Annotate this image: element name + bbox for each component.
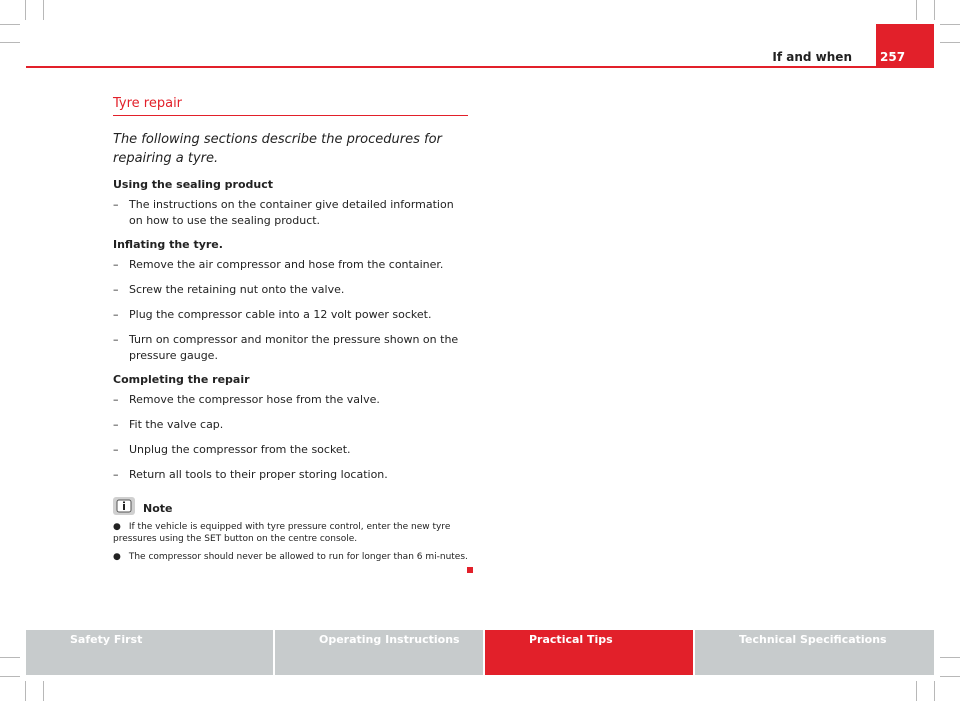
crop-mark (0, 42, 20, 43)
dash-marker: – (113, 283, 119, 296)
dash-marker: – (113, 418, 119, 431)
step-item (113, 417, 468, 433)
crop-mark (940, 657, 960, 658)
crop-mark (0, 24, 20, 25)
section-completing (113, 373, 468, 483)
page-number-tab (876, 24, 934, 68)
crop-mark (934, 0, 935, 20)
tab-technical-specifications[interactable] (693, 630, 934, 675)
step-item (113, 332, 468, 364)
step-item (113, 307, 468, 323)
step-text: Remove the air compressor and hose from the container. (129, 258, 444, 271)
note-label: Note (143, 502, 173, 515)
dash-marker: – (113, 443, 119, 456)
step-item (113, 467, 468, 483)
tab-operating-instructions[interactable] (273, 630, 483, 675)
header-rule (26, 66, 934, 68)
step-item (113, 257, 468, 273)
crop-mark (25, 681, 26, 701)
dash-marker: – (113, 393, 119, 406)
step-text: The instructions on the container give detailed information on how to use the sealing product. (129, 198, 454, 227)
note-item (113, 551, 468, 563)
crop-mark (916, 681, 917, 701)
step-text: Plug the compressor cable into a 12 volt power socket. (129, 308, 432, 321)
bullet-marker: ● (113, 522, 121, 532)
article-intro: The following sections describe the procedures for repairing a tyre. (113, 132, 442, 166)
page-number: 257 (880, 50, 906, 64)
step-text: Screw the retaining nut onto the valve. (129, 283, 345, 296)
crop-mark (43, 681, 44, 701)
step-item (113, 442, 468, 458)
step-item (113, 282, 468, 298)
note-item (113, 521, 468, 545)
step-text: Return all tools to their proper storing location. (129, 468, 388, 481)
section-title-inflating: Inflating the tyre. (113, 238, 223, 251)
crop-mark (0, 676, 20, 677)
end-of-section-marker (467, 567, 473, 573)
note-text: The compressor should never be allowed to run for longer than 6 mi-nutes. (128, 552, 468, 562)
section-title: If and when (772, 50, 852, 64)
crop-mark (43, 0, 44, 20)
step-item (113, 197, 468, 229)
note-header (113, 497, 468, 515)
section-sealing (113, 178, 468, 229)
tab-label: Practical Tips (529, 633, 613, 646)
note-text: If the vehicle is equipped with tyre pressure control, enter the new tyre pressures using the SET button on the centre console. (113, 522, 451, 544)
tab-safety-first[interactable] (26, 630, 273, 675)
crop-mark (934, 681, 935, 701)
tab-label: Technical Specifications (739, 633, 887, 646)
section-inflating (113, 238, 468, 364)
tab-label: Operating Instructions (319, 633, 460, 646)
step-text: Turn on compressor and monitor the pressure shown on the pressure gauge. (129, 333, 459, 362)
dash-marker: – (113, 333, 119, 346)
crop-mark (25, 0, 26, 20)
crop-mark (940, 24, 960, 25)
crop-mark (916, 0, 917, 20)
article (113, 96, 468, 569)
dash-marker: – (113, 258, 119, 271)
info-icon (113, 497, 135, 515)
footer-tabs (26, 630, 934, 675)
step-item (113, 392, 468, 408)
tab-practical-tips[interactable] (483, 630, 693, 675)
dash-marker: – (113, 308, 119, 321)
section-title-completing: Completing the repair (113, 373, 250, 386)
crop-mark (940, 676, 960, 677)
bullet-marker: ● (113, 552, 121, 562)
dash-marker: – (113, 468, 119, 481)
dash-marker: – (113, 198, 119, 211)
section-title-sealing: Using the sealing product (113, 178, 274, 191)
crop-mark (0, 657, 20, 658)
step-text: Fit the valve cap. (129, 418, 224, 431)
step-text: Unplug the compressor from the socket. (129, 443, 351, 456)
step-text: Remove the compressor hose from the valve. (129, 393, 380, 406)
crop-mark (940, 42, 960, 43)
tab-label: Safety First (70, 633, 143, 646)
article-heading: Tyre repair (113, 96, 468, 116)
